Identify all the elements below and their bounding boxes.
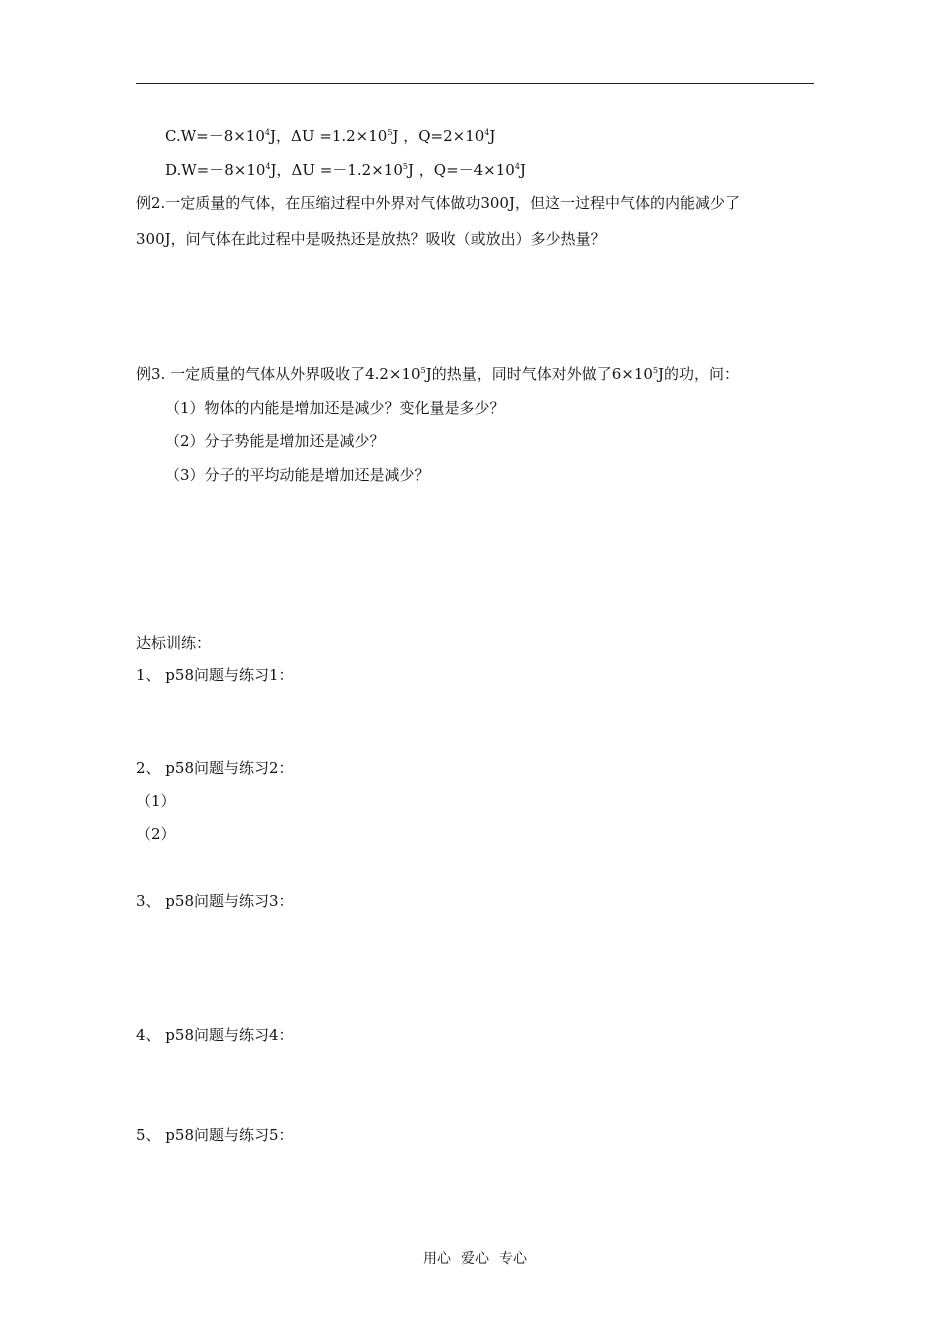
training-item-3: 3、 p58问题与练习3： <box>136 892 294 910</box>
footer-text-2: 爱心 <box>461 1251 489 1267</box>
example3-q2: （2）分子势能是增加还是减少？ <box>165 432 385 450</box>
option-c-w-exp: 4 <box>264 128 270 137</box>
example3-exp2: 5 <box>652 366 658 375</box>
option-d-q-exp: 4 <box>514 162 520 171</box>
example2-line1: 例2.一定质量的气体，在压缩过程中外界对气体做功300J，但这一过程中气体的内能减少了 <box>136 194 740 212</box>
option-c-du-exp: 5 <box>387 128 393 137</box>
training-item-5: 5、 p58问题与练习5： <box>136 1126 294 1144</box>
option-d-du-exp: 5 <box>402 162 408 171</box>
option-c-du: J，ΔU =1.2×10 <box>270 127 388 145</box>
option-d-q-unit: J <box>519 161 526 179</box>
option-d-w: D.W=－8×10 <box>165 161 266 179</box>
example3-q3: （3）分子的平均动能是增加还是减少？ <box>165 466 430 484</box>
header-rule <box>136 83 814 84</box>
training-item-2-sub-2: （2） <box>136 825 176 843</box>
example3-stem <box>136 364 739 384</box>
training-item-1: 1、 p58问题与练习1： <box>136 666 294 684</box>
example3-stem-post: J的功，问： <box>658 365 740 383</box>
option-d <box>165 160 526 180</box>
example3-q1: （1）物体的内能是增加还是减少？变化量是多少？ <box>165 399 505 417</box>
training-item-2-sub-1: （1） <box>136 792 176 810</box>
example2-line2: 300J，问气体在此过程中是吸热还是放热？吸收（或放出）多少热量？ <box>136 230 606 248</box>
option-c-w: C.W=－8×10 <box>165 127 265 145</box>
footer-text-3: 专心 <box>499 1251 527 1267</box>
example3-exp1: 5 <box>420 366 426 375</box>
example3-stem-pre: 例3. 一定质量的气体从外界吸收了4.2×10 <box>136 365 421 383</box>
training-heading: 达标训练： <box>136 634 212 652</box>
option-c-q: J ，Q=2×10 <box>392 127 485 145</box>
option-d-w-exp: 4 <box>265 162 271 171</box>
page-footer <box>0 1248 950 1268</box>
option-c-q-exp: 4 <box>484 128 490 137</box>
example3-stem-mid: J的热量，同时气体对外做了6×10 <box>425 365 653 383</box>
training-item-4: 4、 p58问题与练习4： <box>136 1026 294 1044</box>
training-item-2: 2、 p58问题与练习2： <box>136 759 294 777</box>
option-c <box>165 126 495 146</box>
option-c-q-unit: J <box>489 127 496 145</box>
option-d-du: J，ΔU =－1.2×10 <box>270 161 403 179</box>
option-d-q: J ，Q=－4×10 <box>407 161 515 179</box>
footer-text-1: 用心 <box>423 1251 451 1267</box>
